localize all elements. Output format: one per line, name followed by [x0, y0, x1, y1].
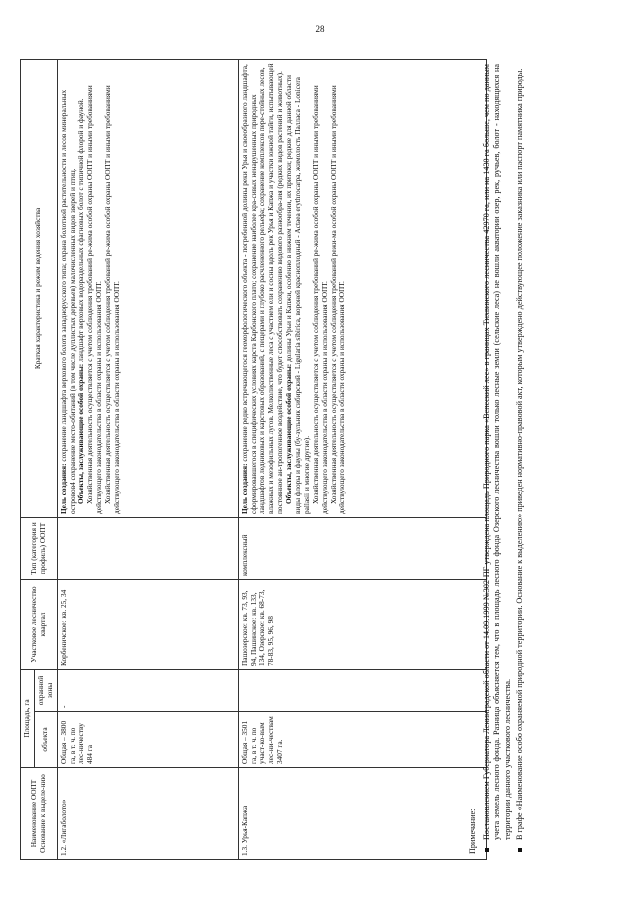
notes-list [482, 64, 526, 854]
rotated-page-content [20, 60, 580, 860]
note-item: Постановлением Губернатора Ленинградской области от 14.09.1999 №302-ПГ утверждена площадь Природного парка «Вепсский лес» в границах Тихвинского лесничества 42970 га, или на 1430 га больше, чем по данным учета земель лесного фонда. Разница объясняется тем, что в площадь лесного фонда Озерского лесничества вошли только лесные земли (сельские леса) не вошли акватории озер, рек, ручьев, болот - находящихся на территории данного участкового лесничества. [481, 64, 512, 840]
header-type: Тип (категория и профиль) ООПТ [21, 518, 58, 580]
header-forestry: Участковое лесничество квартал [21, 580, 58, 670]
goal-text: сохранение ландшафта верхового болота западнорусского типа; охрана болотной растительности и лесов минеральных островов4 сохранение место-обитаний (в том числе дуплистых деревьев) малочисленных видов зверей и птиц. [58, 89, 77, 514]
cell-name: 1.2. «Лигаболото» [57, 768, 238, 860]
table-row [238, 60, 486, 860]
cell-forestry: Корбеничское: кв. 25, 34 [57, 580, 238, 670]
cell-forestry: Пашозерское: кв. 73, 93, 94, Пашинское: кв. 133, 134, Озерское: кв. 68-73, 78-83, 95, 96, 98 [238, 580, 486, 670]
notes-section [468, 64, 528, 854]
header-name: Наименование ООПТ Основание к выделе-нию [21, 768, 58, 860]
cell-name: 1.3. Урья-Капжа [238, 768, 486, 860]
cell-type [57, 518, 238, 580]
regime-text: Хозяйственная деятельность осуществляется с учетом соблюдения требований ре-жима особой охраны ООПТ и иными требованиями действующего законодательства в области охраны и использования ООПТ. [85, 85, 104, 514]
objects-text: ландшафт верховых водораздельных сфагновых болот с типичной флорой и фауной. [76, 98, 86, 362]
cell-area-buffer: - [57, 670, 238, 712]
objects-text: долины Урьи и Капжи, особенно в нижнем течении, их притоки; редкие для данной области виды флоры и фауны (бу-зульник сибирский - Ligularia sibirica, вороней красноплодный - Actaea erythrocarpa, жимолость Палласа - Lonicera pallasii и многие другие). [284, 75, 311, 514]
cell-description [238, 60, 486, 518]
regime-text: Хозяйственная деятельность осуществляется с учетом соблюдения требований ре-жима особой охраны ООПТ и иными требованиями действующего законодательства в области охраны и использования ООПТ. [310, 85, 329, 514]
cell-area-buffer [238, 670, 486, 712]
cell-area-total: Общая – 3800 га, в т. ч. по лес-ничеству 484 га [57, 712, 238, 768]
objects-label: Объекты, заслуживающие особой охраны: [284, 363, 294, 504]
goal-label: Цель создания: [239, 463, 249, 514]
note-item: В графе «Наименование особо охраняемой природной территории. Основание к выделению» приведен нормативно-правовой акт, которым утверждено действующее положение заказника или паспорт памятника природы. [515, 64, 526, 840]
notes-title: Примечание: [468, 808, 477, 854]
regime-text: Хозяйственная деятельность осуществляется с учетом соблюдения требований режи-ма особой охраны ООПТ и иными требованиями действующего законодательства в области охраны и использования ООПТ. [328, 85, 347, 514]
cell-description [57, 60, 238, 518]
cell-area-total: Общая – 3501 га, в т. ч. по участ-ко-вым лес-ни-чествам 3407 га. [238, 712, 486, 768]
goal-label: Цель создания: [58, 463, 68, 514]
goal-text: сохранение редко встречающегося геоморфологического объекта - погребенной долины реки Урья и своеобразного ландшафта, сформировавшегося в специфических условиях карста Карбонского плато; сохранение наиболее кра-сивых ненарушенных природных ландшафтов ледниковых и карстовых образований, с пещерами и глубоко расчлененного рельефа; сохранение комплексов пере-стойных лесов, влажных и мезофильных лугов. Мелколиственные леса с участием ели и сосны вдоль рек Урья и Капжа и участки южной тайги, испытывающей постоянное ан-тропогенное воздействие, что будет способствовать сохранению видового разнообра-зия (редких видов растений и животных). [239, 63, 285, 514]
header-description: Краткая характеристика и режим ведения хозяйства [21, 60, 58, 518]
header-area: Площадь, га [21, 670, 35, 768]
cell-type: комплексный [238, 518, 486, 580]
objects-label: Объекты, заслуживающие особой охраны: [76, 363, 86, 504]
protected-areas-table [20, 59, 487, 860]
header-area-total: объекта [34, 712, 57, 768]
page-number: 28 [315, 24, 325, 34]
regime-text: Хозяйственная деятельность осуществляется с учетом соблюдения требований ре-жима особой охраны ООПТ и иными требованиями действующего законодательства в области охраны и использования ООПТ. [103, 85, 122, 514]
header-area-buffer: охранной зоны [34, 670, 57, 712]
table-header-row [21, 60, 35, 860]
table-row [57, 60, 238, 860]
